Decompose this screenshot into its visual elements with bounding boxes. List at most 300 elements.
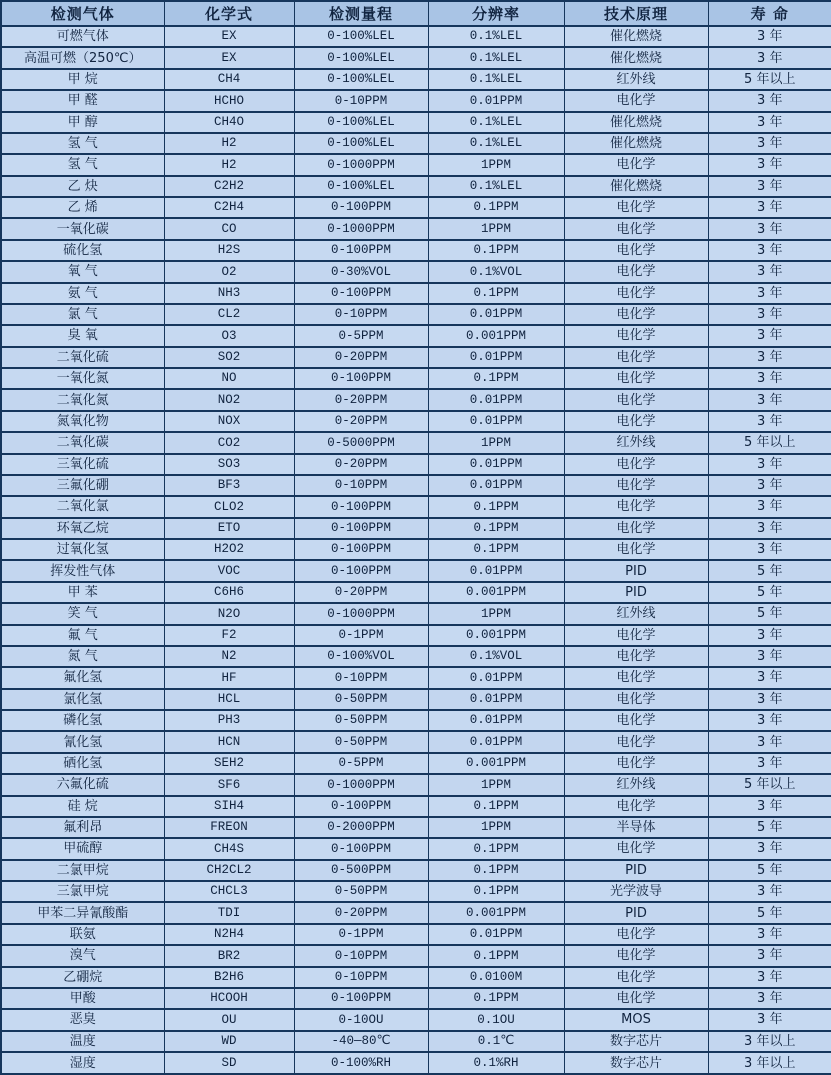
table-cell: 0-100PPM (294, 518, 428, 539)
table-cell: EX (164, 26, 294, 47)
table-header (1, 1, 831, 26)
table-cell: 环氧乙烷 (1, 518, 164, 539)
table-cell: C2H2 (164, 176, 294, 197)
table-cell: 0.1PPM (428, 240, 564, 261)
table-cell: 3 年 (708, 945, 831, 966)
table-cell: NO (164, 368, 294, 389)
table-cell: HCOOH (164, 988, 294, 1009)
table-cell: 三氧化硫 (1, 454, 164, 475)
table-cell: 0-20PPM (294, 347, 428, 368)
table-cell: 1PPM (428, 774, 564, 795)
table-cell: 电化学 (564, 945, 708, 966)
table-row (1, 261, 831, 282)
table-cell: 3 年 (708, 496, 831, 517)
column-header: 检测气体 (1, 1, 164, 26)
table-cell: 0.001PPM (428, 902, 564, 923)
table-cell: 臭 氧 (1, 325, 164, 346)
table-cell: 氟 气 (1, 625, 164, 646)
header-row (1, 1, 831, 26)
table-cell: 电化学 (564, 838, 708, 859)
table-cell: 3 年以上 (708, 1052, 831, 1074)
table-cell: O3 (164, 325, 294, 346)
table-cell: 0.01PPM (428, 347, 564, 368)
table-cell: 0.1PPM (428, 945, 564, 966)
table-row (1, 1031, 831, 1052)
column-header: 技术原理 (564, 1, 708, 26)
table-cell: 电化学 (564, 539, 708, 560)
table-cell: HCN (164, 731, 294, 752)
table-cell: 3 年 (708, 347, 831, 368)
table-row (1, 860, 831, 881)
table-cell: H2S (164, 240, 294, 261)
table-cell: 0-10PPM (294, 945, 428, 966)
table-cell: 0.1PPM (428, 518, 564, 539)
table-row (1, 47, 831, 68)
table-cell: 电化学 (564, 154, 708, 175)
table-cell: 甲硫醇 (1, 838, 164, 859)
table-cell: 0-1PPM (294, 625, 428, 646)
table-cell: 甲 醇 (1, 112, 164, 133)
table-cell: 催化燃烧 (564, 176, 708, 197)
table-cell: 0-20PPM (294, 389, 428, 410)
table-cell: N2 (164, 646, 294, 667)
table-body (1, 26, 831, 1074)
table-cell: C2H4 (164, 197, 294, 218)
table-cell: WD (164, 1031, 294, 1052)
table-cell: CLO2 (164, 496, 294, 517)
table-cell: 5 年 (708, 902, 831, 923)
table-cell: 5 年以上 (708, 432, 831, 453)
table-cell: 过氧化氢 (1, 539, 164, 560)
table-row (1, 924, 831, 945)
table-cell: 电化学 (564, 496, 708, 517)
table-cell: H2 (164, 154, 294, 175)
table-cell: 电化学 (564, 753, 708, 774)
table-cell: SF6 (164, 774, 294, 795)
table-cell: 电化学 (564, 411, 708, 432)
table-cell: BR2 (164, 945, 294, 966)
table-cell: NO2 (164, 389, 294, 410)
table-cell: 0-10PPM (294, 90, 428, 111)
table-cell: 联氨 (1, 924, 164, 945)
table-cell: 3 年 (708, 304, 831, 325)
table-cell: PID (564, 560, 708, 581)
table-cell: 0-100%RH (294, 1052, 428, 1074)
table-cell: 3 年以上 (708, 1031, 831, 1052)
table-cell: 0-1000PPM (294, 603, 428, 624)
table-row (1, 454, 831, 475)
table-cell: CO (164, 218, 294, 239)
table-row (1, 218, 831, 239)
table-cell: 数字芯片 (564, 1052, 708, 1074)
table-cell: 0.1%RH (428, 1052, 564, 1074)
table-cell: 半导体 (564, 817, 708, 838)
table-cell: 氢 气 (1, 133, 164, 154)
table-cell: 0-1000PPM (294, 774, 428, 795)
table-cell: SO2 (164, 347, 294, 368)
table-cell: 3 年 (708, 454, 831, 475)
table-cell: 硒化氢 (1, 753, 164, 774)
table-cell: 0.1PPM (428, 496, 564, 517)
table-cell: 5 年以上 (708, 69, 831, 90)
table-cell: CH4 (164, 69, 294, 90)
table-cell: 0.01PPM (428, 389, 564, 410)
table-cell: FREON (164, 817, 294, 838)
table-cell: 0-100PPM (294, 539, 428, 560)
table-row (1, 133, 831, 154)
table-cell: 高温可燃（250℃） (1, 47, 164, 68)
table-cell: CH4S (164, 838, 294, 859)
table-cell: 3 年 (708, 667, 831, 688)
table-cell: 乙 烯 (1, 197, 164, 218)
table-cell: 电化学 (564, 924, 708, 945)
table-cell: 3 年 (708, 325, 831, 346)
table-row (1, 539, 831, 560)
table-cell: 电化学 (564, 667, 708, 688)
table-cell: 电化学 (564, 988, 708, 1009)
table-row (1, 1009, 831, 1030)
table-cell: 1PPM (428, 432, 564, 453)
table-cell: 电化学 (564, 197, 708, 218)
table-cell: NOX (164, 411, 294, 432)
table-cell: 光学波导 (564, 881, 708, 902)
table-row (1, 432, 831, 453)
column-header: 化学式 (164, 1, 294, 26)
table-row (1, 881, 831, 902)
table-cell: 3 年 (708, 988, 831, 1009)
table-cell: 0.01PPM (428, 411, 564, 432)
table-cell: 3 年 (708, 112, 831, 133)
table-cell: 硫化氢 (1, 240, 164, 261)
table-cell: 0-500PPM (294, 860, 428, 881)
table-cell: 0.1%VOL (428, 261, 564, 282)
table-cell: 0.01PPM (428, 667, 564, 688)
table-cell: 电化学 (564, 796, 708, 817)
table-cell: 0-100PPM (294, 240, 428, 261)
table-cell: 3 年 (708, 731, 831, 752)
table-cell: 电化学 (564, 710, 708, 731)
table-cell: 0-5PPM (294, 325, 428, 346)
table-cell: SO3 (164, 454, 294, 475)
table-cell: 乙硼烷 (1, 967, 164, 988)
table-cell: 氢 气 (1, 154, 164, 175)
table-cell: HF (164, 667, 294, 688)
table-cell: 3 年 (708, 924, 831, 945)
table-cell: CH2CL2 (164, 860, 294, 881)
table-row (1, 817, 831, 838)
table-cell: SD (164, 1052, 294, 1074)
table-cell: ETO (164, 518, 294, 539)
table-cell: 1PPM (428, 817, 564, 838)
table-cell: 甲苯二异氰酸酯 (1, 902, 164, 923)
table-cell: 0.1PPM (428, 539, 564, 560)
table-cell: 氰化氢 (1, 731, 164, 752)
table-cell: 一氧化氮 (1, 368, 164, 389)
table-cell: 5 年 (708, 860, 831, 881)
table-cell: 电化学 (564, 283, 708, 304)
table-cell: 3 年 (708, 646, 831, 667)
table-cell: 3 年 (708, 197, 831, 218)
table-cell: 5 年 (708, 560, 831, 581)
table-cell: B2H6 (164, 967, 294, 988)
table-cell: 0-100%LEL (294, 26, 428, 47)
table-cell: 3 年 (708, 283, 831, 304)
table-cell: 0.01PPM (428, 710, 564, 731)
table-cell: 3 年 (708, 154, 831, 175)
table-cell: TDI (164, 902, 294, 923)
table-cell: 电化学 (564, 689, 708, 710)
table-cell: 电化学 (564, 368, 708, 389)
table-row (1, 560, 831, 581)
table-cell: 氮 气 (1, 646, 164, 667)
table-cell: F2 (164, 625, 294, 646)
table-cell: 0.01PPM (428, 454, 564, 475)
table-cell: 3 年 (708, 518, 831, 539)
column-header: 分辨率 (428, 1, 564, 26)
table-cell: 3 年 (708, 133, 831, 154)
table-row (1, 967, 831, 988)
table-cell: 0-1000PPM (294, 154, 428, 175)
table-row (1, 945, 831, 966)
table-cell: BF3 (164, 475, 294, 496)
table-cell: 氨 气 (1, 283, 164, 304)
table-cell: 0-1000PPM (294, 218, 428, 239)
table-row (1, 603, 831, 624)
table-cell: CL2 (164, 304, 294, 325)
table-cell: 二氧化碳 (1, 432, 164, 453)
table-cell: 磷化氢 (1, 710, 164, 731)
table-cell: 0-100PPM (294, 796, 428, 817)
table-cell: 甲 烷 (1, 69, 164, 90)
table-row (1, 283, 831, 304)
table-cell: PID (564, 902, 708, 923)
table-cell: 0-100%LEL (294, 112, 428, 133)
table-cell: H2 (164, 133, 294, 154)
table-cell: PID (564, 582, 708, 603)
table-cell: 0.1PPM (428, 838, 564, 859)
table-row (1, 774, 831, 795)
table-row (1, 710, 831, 731)
table-cell: 0.1PPM (428, 796, 564, 817)
table-cell: 3 年 (708, 625, 831, 646)
table-cell: 0-50PPM (294, 689, 428, 710)
table-cell: 0-100PPM (294, 496, 428, 517)
table-row (1, 154, 831, 175)
table-row (1, 496, 831, 517)
table-cell: 电化学 (564, 325, 708, 346)
table-cell: 0-10PPM (294, 304, 428, 325)
table-cell: 电化学 (564, 646, 708, 667)
table-cell: 二氧化氮 (1, 389, 164, 410)
table-cell: HCL (164, 689, 294, 710)
table-cell: 3 年 (708, 176, 831, 197)
table-cell: H2O2 (164, 539, 294, 560)
table-cell: 红外线 (564, 69, 708, 90)
table-cell: CHCL3 (164, 881, 294, 902)
table-cell: 可燃气体 (1, 26, 164, 47)
table-cell: N2H4 (164, 924, 294, 945)
table-cell: 0-5PPM (294, 753, 428, 774)
table-cell: 催化燃烧 (564, 26, 708, 47)
table-cell: 0-100PPM (294, 838, 428, 859)
table-row (1, 1052, 831, 1074)
table-row (1, 347, 831, 368)
table-cell: 0.1%LEL (428, 176, 564, 197)
table-row (1, 389, 831, 410)
table-cell: 0-100%LEL (294, 176, 428, 197)
table-cell: 0-100PPM (294, 988, 428, 1009)
table-row (1, 646, 831, 667)
table-cell: 0-2000PPM (294, 817, 428, 838)
table-cell: 电化学 (564, 347, 708, 368)
table-cell: NH3 (164, 283, 294, 304)
table-cell: PH3 (164, 710, 294, 731)
table-cell: 1PPM (428, 603, 564, 624)
table-cell: OU (164, 1009, 294, 1030)
table-cell: 电化学 (564, 261, 708, 282)
table-row (1, 689, 831, 710)
table-row (1, 325, 831, 346)
table-cell: 甲 醛 (1, 90, 164, 111)
table-row (1, 796, 831, 817)
table-cell: 5 年以上 (708, 774, 831, 795)
table-row (1, 667, 831, 688)
table-cell: 电化学 (564, 625, 708, 646)
table-cell: 0.1OU (428, 1009, 564, 1030)
table-cell: 红外线 (564, 603, 708, 624)
table-cell: 电化学 (564, 218, 708, 239)
table-cell: HCHO (164, 90, 294, 111)
table-row (1, 240, 831, 261)
table-cell: CO2 (164, 432, 294, 453)
table-cell: 0-100PPM (294, 368, 428, 389)
table-row (1, 197, 831, 218)
table-cell: 0.1%VOL (428, 646, 564, 667)
table-cell: 0-100PPM (294, 197, 428, 218)
table-cell: 3 年 (708, 838, 831, 859)
table-cell: C6H6 (164, 582, 294, 603)
table-cell: 0-50PPM (294, 881, 428, 902)
table-cell: 氟利昂 (1, 817, 164, 838)
table-cell: 0-100PPM (294, 283, 428, 304)
table-cell: CH4O (164, 112, 294, 133)
table-cell: 0.1%LEL (428, 47, 564, 68)
table-cell: 3 年 (708, 753, 831, 774)
table-cell: 红外线 (564, 432, 708, 453)
table-cell: SEH2 (164, 753, 294, 774)
table-cell: -40—80℃ (294, 1031, 428, 1052)
table-cell: N2O (164, 603, 294, 624)
table-cell: 乙 炔 (1, 176, 164, 197)
table-row (1, 475, 831, 496)
table-cell: 催化燃烧 (564, 112, 708, 133)
table-cell: 二氧化硫 (1, 347, 164, 368)
table-cell: 电化学 (564, 454, 708, 475)
table-row (1, 176, 831, 197)
table-cell: 挥发性气体 (1, 560, 164, 581)
table-cell: 二氯甲烷 (1, 860, 164, 881)
table-row (1, 988, 831, 1009)
table-cell: 氯化氢 (1, 689, 164, 710)
table-cell: 电化学 (564, 389, 708, 410)
table-cell: 0-5000PPM (294, 432, 428, 453)
table-cell: 0.1PPM (428, 860, 564, 881)
table-cell: 5 年 (708, 817, 831, 838)
table-cell: 0.1PPM (428, 881, 564, 902)
table-cell: 0-100%LEL (294, 133, 428, 154)
table-row (1, 368, 831, 389)
table-cell: 0.1%LEL (428, 112, 564, 133)
table-cell: 0.1PPM (428, 283, 564, 304)
table-cell: EX (164, 47, 294, 68)
table-cell: 电化学 (564, 240, 708, 261)
table-cell: 3 年 (708, 368, 831, 389)
table-cell: 催化燃烧 (564, 47, 708, 68)
table-row (1, 411, 831, 432)
table-cell: 5 年 (708, 582, 831, 603)
table-row (1, 518, 831, 539)
table-row (1, 902, 831, 923)
table-cell: 3 年 (708, 389, 831, 410)
table-row (1, 838, 831, 859)
table-cell: 3 年 (708, 1009, 831, 1030)
table-cell: 0-20PPM (294, 411, 428, 432)
table-cell: 电化学 (564, 731, 708, 752)
table-cell: 电化学 (564, 90, 708, 111)
table-cell: 3 年 (708, 475, 831, 496)
table-cell: 0.0100M (428, 967, 564, 988)
table-cell: 硅 烷 (1, 796, 164, 817)
table-cell: 0-50PPM (294, 710, 428, 731)
table-cell: 甲酸 (1, 988, 164, 1009)
table-cell: 一氧化碳 (1, 218, 164, 239)
table-cell: 0-100%LEL (294, 47, 428, 68)
table-cell: 0.01PPM (428, 731, 564, 752)
table-cell: 1PPM (428, 154, 564, 175)
table-cell: 0-100PPM (294, 560, 428, 581)
column-header: 寿 命 (708, 1, 831, 26)
table-row (1, 582, 831, 603)
table-cell: 3 年 (708, 796, 831, 817)
table-cell: 3 年 (708, 881, 831, 902)
column-header: 检测量程 (294, 1, 428, 26)
table-cell: 氟化氢 (1, 667, 164, 688)
table-cell: 3 年 (708, 689, 831, 710)
table-cell: 0.1PPM (428, 197, 564, 218)
table-cell: 笑 气 (1, 603, 164, 624)
table-row (1, 69, 831, 90)
table-cell: 3 年 (708, 47, 831, 68)
table-row (1, 625, 831, 646)
table-cell: 0.001PPM (428, 753, 564, 774)
table-cell: 0-100%LEL (294, 69, 428, 90)
table-cell: 电化学 (564, 304, 708, 325)
table-row (1, 304, 831, 325)
table-cell: 甲 苯 (1, 582, 164, 603)
table-cell: 电化学 (564, 475, 708, 496)
table-cell: 0-1PPM (294, 924, 428, 945)
table-cell: 0.1%LEL (428, 133, 564, 154)
table-cell: 0-20PPM (294, 582, 428, 603)
table-cell: 0.01PPM (428, 560, 564, 581)
table-cell: 电化学 (564, 967, 708, 988)
table-cell: 温度 (1, 1031, 164, 1052)
table-row (1, 26, 831, 47)
table-cell: 3 年 (708, 411, 831, 432)
table-cell: 0.01PPM (428, 90, 564, 111)
table-cell: 0-10PPM (294, 475, 428, 496)
table-cell: 0.001PPM (428, 625, 564, 646)
